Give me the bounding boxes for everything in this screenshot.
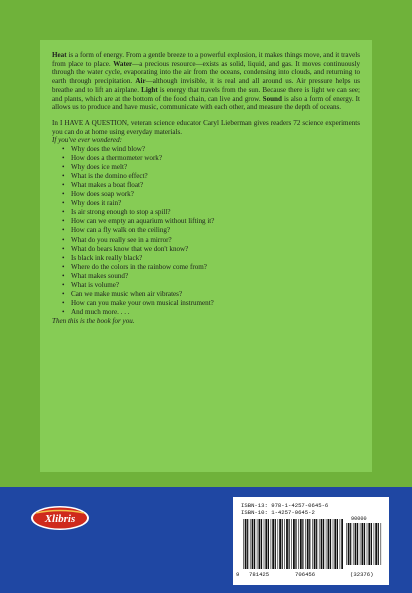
list-item: • How does soap work? <box>62 190 360 199</box>
question-list <box>52 145 360 317</box>
ean-barcode <box>243 519 343 569</box>
publisher-name: Xlibris <box>44 513 76 525</box>
summary-paragraph: In I HAVE A QUESTION, veteran science educator Caryl Lieberman gives readers 72 science experiments you can do at home using everyday materials. <box>52 118 360 136</box>
sound-text: is also a form of energy. It allows us to produce and have music, communicate with each other, and measure the depth of oceans. <box>52 94 360 112</box>
barcode-first-digit: 9 <box>236 571 240 578</box>
list-item: • Is air strong enough to stop a spill? <box>62 208 360 217</box>
isbn10-text: ISBN-10: 1-4257-0645-2 <box>241 509 315 516</box>
xlibris-logo <box>30 505 90 531</box>
list-item: • What is the domino effect? <box>62 172 360 181</box>
closing-line: Then this is the book for you. <box>52 316 135 325</box>
heat-keyword: Heat <box>52 51 67 59</box>
water-keyword: Water <box>113 59 133 68</box>
light-keyword: Light <box>141 85 158 94</box>
air-keyword: Air <box>135 77 146 86</box>
list-item: • What do bears know that we don't know? <box>62 245 360 254</box>
list-item: • Why does the wind blow? <box>62 145 360 154</box>
list-item: • How can you make your own musical instrument? <box>62 299 360 308</box>
blurb-panel <box>40 40 372 472</box>
list-item: • Where do the colors in the rainbow come from? <box>62 263 360 272</box>
list-item: • What do you really see in a mirror? <box>62 236 360 245</box>
heat-text: is a form of energy. From a gentle breeze to a powerful explosion, it makes things move, and it travels from place to place. <box>52 51 360 68</box>
barcode-label <box>233 497 389 585</box>
order-code: (32376) <box>350 571 374 578</box>
air-text: —although invisible, it is real and all around us. Air pressure helps us breathe and to lift an airplane. <box>52 77 360 94</box>
price-addon-text: 90000 <box>351 516 367 522</box>
barcode-right-digits: 706456 <box>295 571 316 578</box>
list-item: • Why does it rain? <box>62 199 360 208</box>
intro-paragraph <box>52 51 360 112</box>
list-item: • How does a thermometer work? <box>62 154 360 163</box>
list-item: • How can a fly walk on the ceiling? <box>62 226 360 235</box>
list-item: • Is black ink really black? <box>62 254 360 263</box>
light-text: is energy that travels from the sun. Because there is light we can see; and plants, which are at the bottom of the food chain, can live and grow. <box>52 85 360 103</box>
list-item: • Why does ice melt? <box>62 163 360 172</box>
isbn13-text: ISBN-13: 978-1-4257-0645-6 <box>241 502 329 509</box>
sound-keyword: Sound <box>262 94 282 103</box>
list-item: • And much more. . . . <box>62 308 360 317</box>
list-item: • What makes a boat float? <box>62 181 360 190</box>
lead-in: If you've ever wondered: <box>52 136 122 145</box>
list-item: • What makes sound? <box>62 272 360 281</box>
list-item: • How can we empty an aquarium without lifting it? <box>62 217 360 226</box>
barcode-left-digits: 781425 <box>249 571 270 578</box>
water-text: —a precious resource—exists as solid, liquid, and gas. It moves continuously through the water cycle, evaporating into the air from the oceans, condensing into clouds, and returning to earth through precipitation. <box>52 59 360 86</box>
list-item: • Can we make music when air vibrates? <box>62 290 360 299</box>
addon-barcode <box>346 523 382 565</box>
list-item: • What is volume? <box>62 281 360 290</box>
